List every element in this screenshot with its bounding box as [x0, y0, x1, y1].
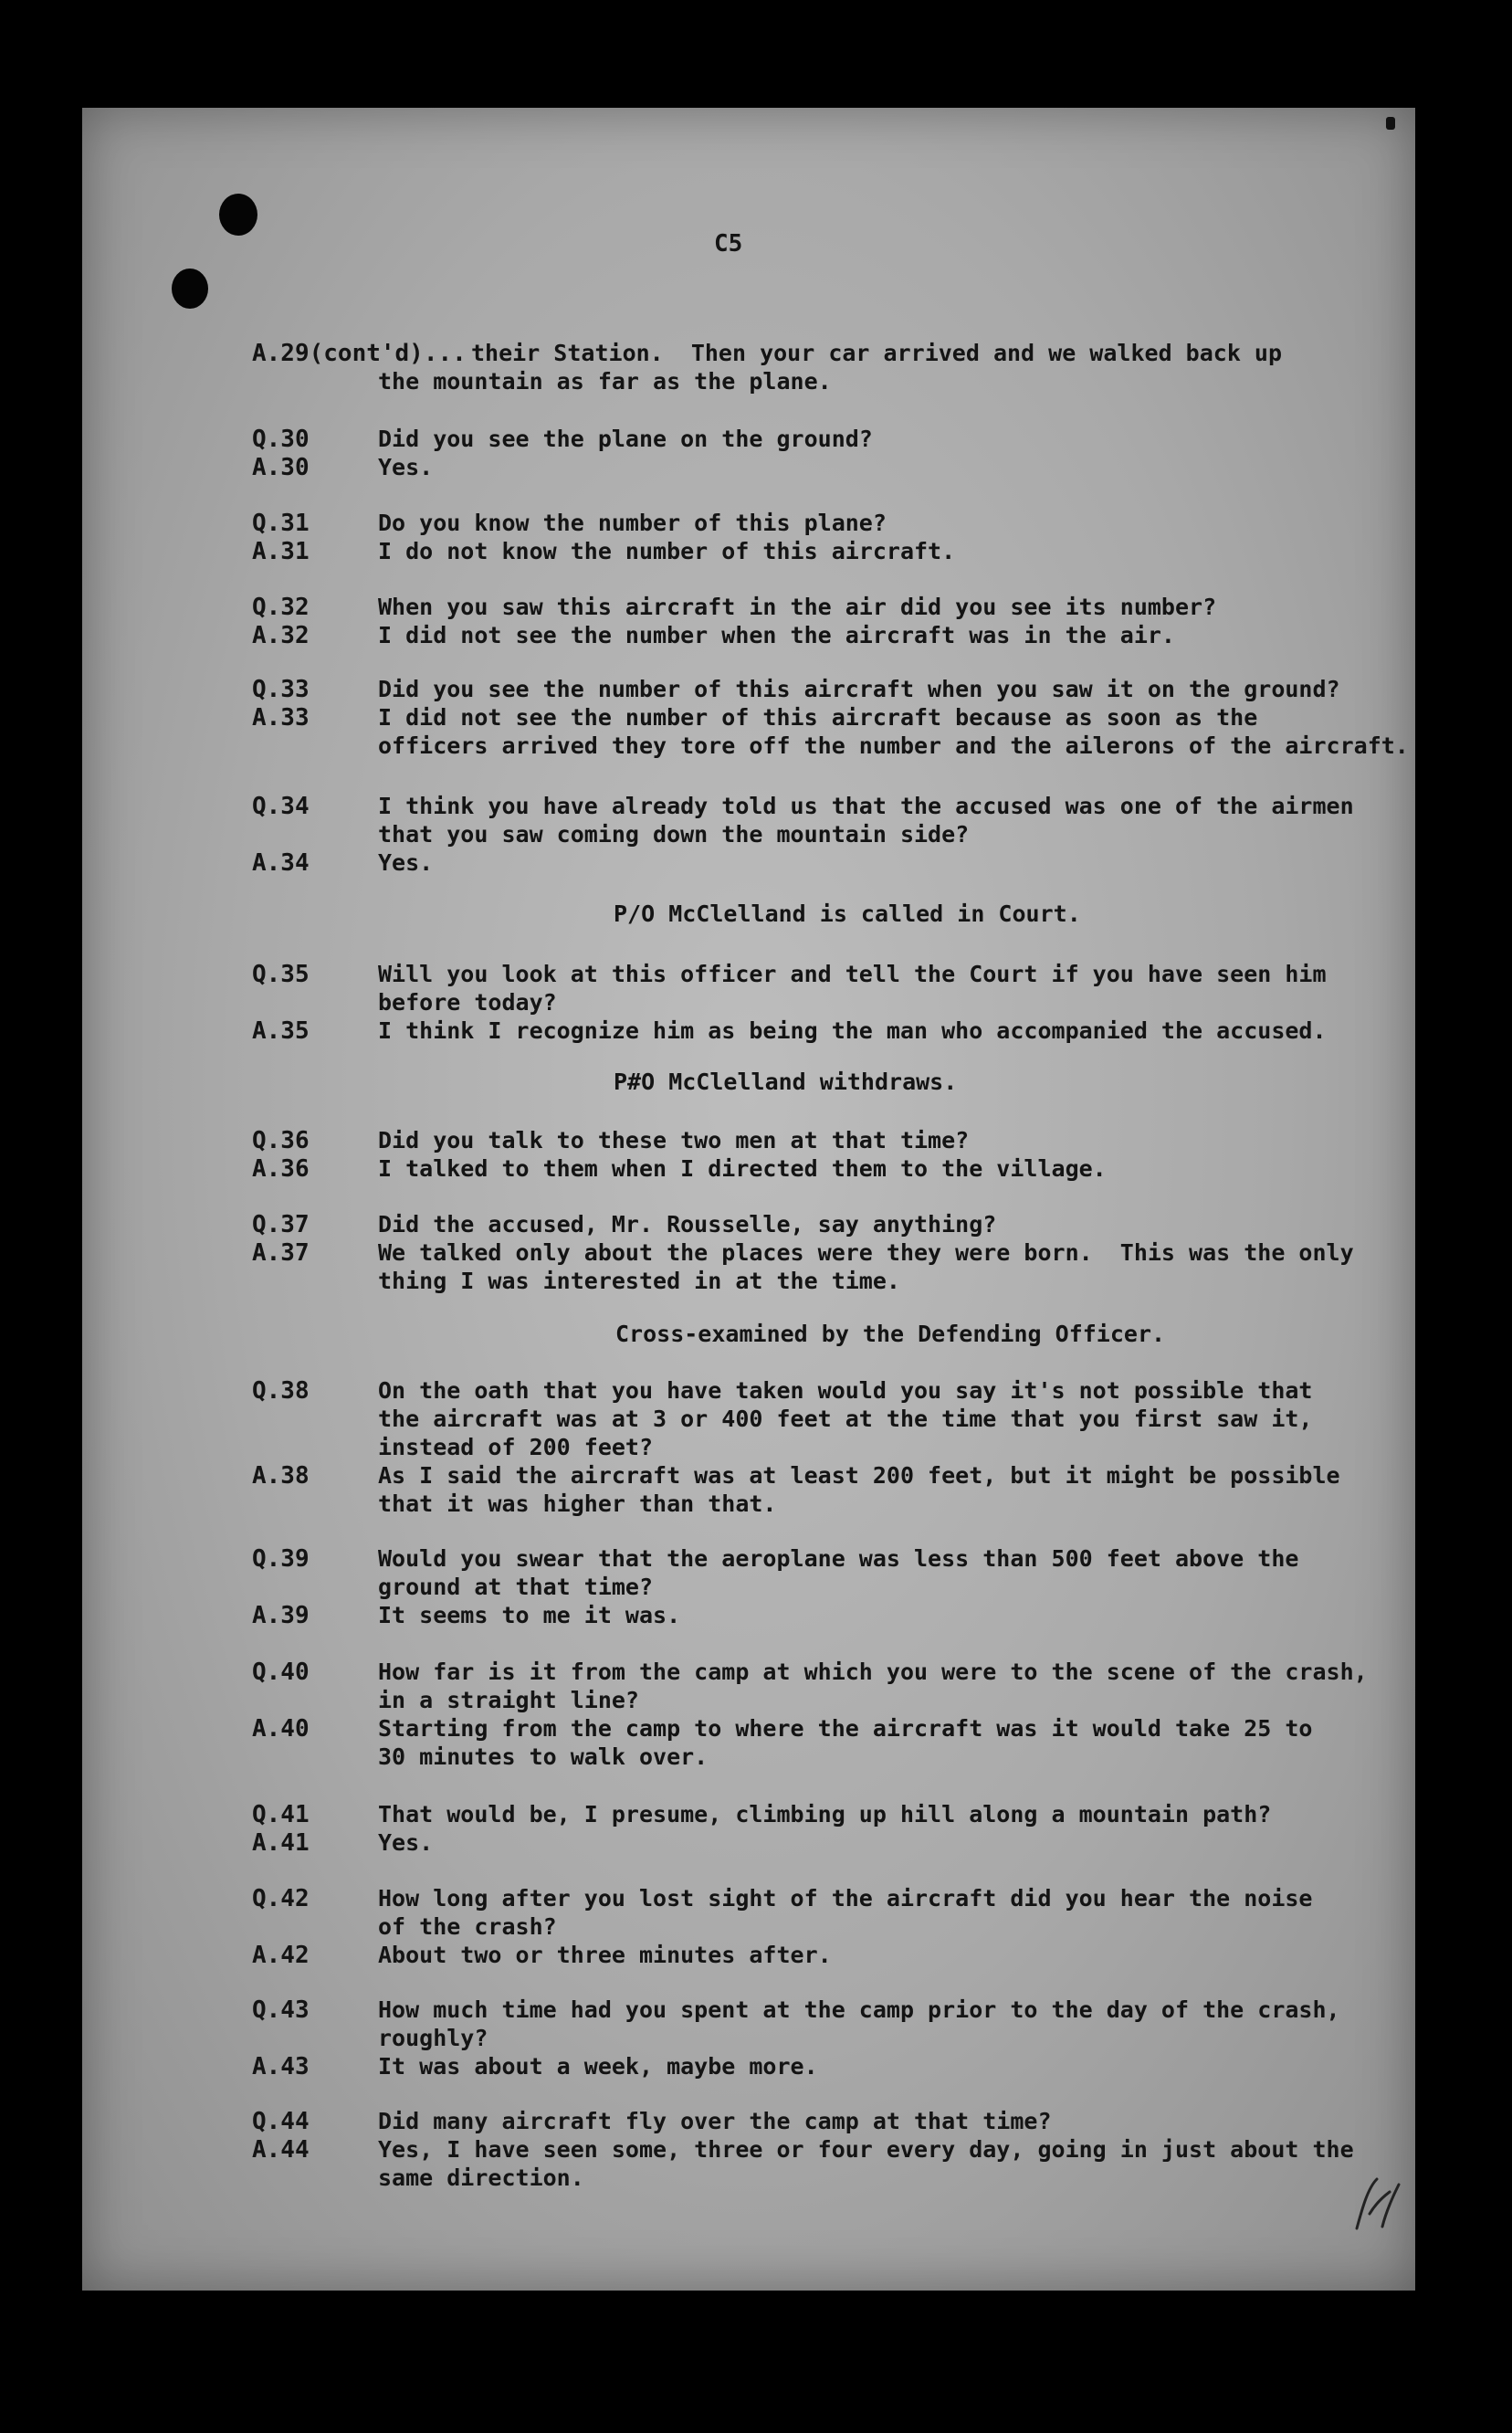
- entry-line: [252, 368, 1421, 396]
- entry-label: A.37: [252, 1239, 310, 1267]
- page-number: C5: [714, 230, 743, 258]
- heading-cross-examined: Cross-examined by the Defending Officer.: [615, 1321, 1166, 1347]
- entry-text: I do not know the number of this aircraft.: [378, 538, 956, 564]
- entry-label: Q.30: [252, 426, 310, 453]
- entry-text: the mountain as far as the plane.: [378, 368, 832, 395]
- entry-text: Yes.: [378, 849, 434, 876]
- entry-label: A.30: [252, 454, 310, 481]
- entry-q35: [252, 961, 1421, 1046]
- entry-label: A.31: [252, 538, 310, 565]
- entry-text: Did the accused, Mr. Rousselle, say anything?: [378, 1211, 997, 1238]
- entry-text: roughly?: [378, 2025, 488, 2051]
- entry-text: Would you swear that the aeroplane was less than 500 feet above the: [378, 1545, 1299, 1572]
- entry-text: How long after you lost sight of the aircraft did you hear the noise: [378, 1885, 1313, 1912]
- entry-label: Q.34: [252, 793, 310, 820]
- entry-q39: [252, 1545, 1421, 1630]
- entry-q40: [252, 1659, 1421, 1772]
- entry-label: A.32: [252, 622, 310, 649]
- handwritten-initials: [1349, 2172, 1404, 2236]
- entry-label: Q.35: [252, 961, 310, 988]
- entry-q32: [252, 594, 1421, 650]
- entry-text: 30 minutes to walk over.: [378, 1743, 709, 1770]
- entry-text: Did many aircraft fly over the camp at that time?: [378, 2108, 1052, 2134]
- entry-label: A.33: [252, 704, 310, 732]
- entry-text: Did you see the number of this aircraft when you saw it on the ground?: [378, 676, 1340, 702]
- entry-label: Q.40: [252, 1659, 310, 1686]
- entry-label: Q.32: [252, 594, 310, 621]
- entry-label: A.39: [252, 1602, 310, 1629]
- entry-text: About two or three minutes after.: [378, 1942, 832, 1968]
- heading-called-in: P/O McClelland is called in Court.: [614, 901, 1081, 927]
- entry-text: Do you know the number of this plane?: [378, 510, 887, 536]
- entry-label: A.35: [252, 1017, 310, 1045]
- entry-text: It seems to me it was.: [378, 1602, 681, 1628]
- entry-text: before today?: [378, 989, 557, 1016]
- entry-q43: [252, 1996, 1421, 2081]
- entry-text: Yes.: [378, 454, 434, 480]
- entry-text: We talked only about the places were they were born. This was the only: [378, 1239, 1354, 1266]
- entry-q33: [252, 676, 1421, 761]
- entry-text: Yes.: [378, 1829, 434, 1856]
- entry-text: I think you have already told us that the accused was one of the airmen: [378, 793, 1354, 819]
- entry-q36: [252, 1127, 1421, 1184]
- entry-label: A.38: [252, 1462, 310, 1490]
- entry-text: When you saw this aircraft in the air did you see its number?: [378, 594, 1217, 620]
- entry-text: How much time had you spent at the camp prior to the day of the crash,: [378, 1996, 1340, 2023]
- entry-label: Q.38: [252, 1377, 310, 1405]
- punch-hole-top: [219, 194, 257, 236]
- entry-label: A.36: [252, 1155, 310, 1183]
- entry-label: A.42: [252, 1942, 310, 1969]
- entry-q38: [252, 1377, 1421, 1519]
- entry-q34: [252, 793, 1421, 878]
- entry-text: I did not see the number when the aircraft was in the air.: [378, 622, 1175, 648]
- entry-label: Q.36: [252, 1127, 310, 1154]
- entry-text: Starting from the camp to where the aircraft was it would take 25 to: [378, 1715, 1313, 1742]
- entry-text: thing I was interested in at the time.: [378, 1268, 900, 1294]
- entry-text: It was about a week, maybe more.: [378, 2053, 818, 2080]
- entry-q31: [252, 510, 1421, 566]
- entry-text: How far is it from the camp at which you were to the scene of the crash,: [378, 1659, 1368, 1685]
- entry-text: of the crash?: [378, 1913, 557, 1940]
- entry-text: that you saw coming down the mountain side?: [378, 821, 970, 848]
- entry-text: I talked to them when I directed them to the village.: [378, 1155, 1107, 1182]
- entry-text: I did not see the number of this aircraft because as soon as the: [378, 704, 1258, 731]
- entry-label: Q.44: [252, 2108, 310, 2135]
- entry-label: Q.39: [252, 1545, 310, 1573]
- entry-text: in a straight line?: [378, 1687, 639, 1713]
- entry-text: same direction.: [378, 2164, 584, 2191]
- entry-text: As I said the aircraft was at least 200 feet, but it might be possible: [378, 1462, 1340, 1489]
- entry-label: A.41: [252, 1829, 310, 1857]
- entry-label: A.34: [252, 849, 310, 877]
- entry-label: A.44: [252, 2136, 310, 2164]
- entry-text: that it was higher than that.: [378, 1490, 777, 1517]
- entry-q44: [252, 2108, 1421, 2193]
- entry-text: the aircraft was at 3 or 400 feet at the time that you first saw it,: [378, 1406, 1313, 1432]
- entry-label: Q.31: [252, 510, 310, 537]
- entry-label: Q.43: [252, 1996, 310, 2024]
- entry-q37: [252, 1211, 1421, 1296]
- entry-label: A.40: [252, 1715, 310, 1743]
- entry-label: Q.37: [252, 1211, 310, 1238]
- punch-hole-bottom: [172, 269, 208, 309]
- entry-text: Did you talk to these two men at that time?: [378, 1127, 970, 1153]
- entry-text: their Station. Then your car arrived and we walked back up: [471, 340, 1283, 366]
- corner-mark: [1386, 117, 1395, 130]
- entry-label: A.43: [252, 2053, 310, 2080]
- entry-a29: [252, 340, 1421, 396]
- entry-q42: [252, 1885, 1421, 1970]
- entry-text: I think I recognize him as being the man who accompanied the accused.: [378, 1017, 1327, 1044]
- entry-text: Did you see the plane on the ground?: [378, 426, 873, 452]
- entry-q41: [252, 1801, 1421, 1858]
- entry-line: [252, 340, 1421, 368]
- heading-withdraws: P#O McClelland withdraws.: [614, 1069, 958, 1095]
- entry-text: That would be, I presume, climbing up hill along a mountain path?: [378, 1801, 1272, 1827]
- entry-text: Will you look at this officer and tell the Court if you have seen him: [378, 961, 1327, 987]
- entry-label: A.29(cont'd)...: [252, 340, 467, 367]
- entry-text: officers arrived they tore off the number and the ailerons of the aircraft.: [378, 732, 1409, 759]
- entry-text: Yes, I have seen some, three or four every day, going in just about the: [378, 2136, 1354, 2163]
- entry-label: Q.42: [252, 1885, 310, 1912]
- entry-text: On the oath that you have taken would you say it's not possible that: [378, 1377, 1313, 1404]
- entry-label: Q.41: [252, 1801, 310, 1828]
- entry-text: ground at that time?: [378, 1574, 654, 1600]
- entry-q30: [252, 426, 1421, 482]
- entry-text: instead of 200 feet?: [378, 1434, 654, 1460]
- entry-label: Q.33: [252, 676, 310, 703]
